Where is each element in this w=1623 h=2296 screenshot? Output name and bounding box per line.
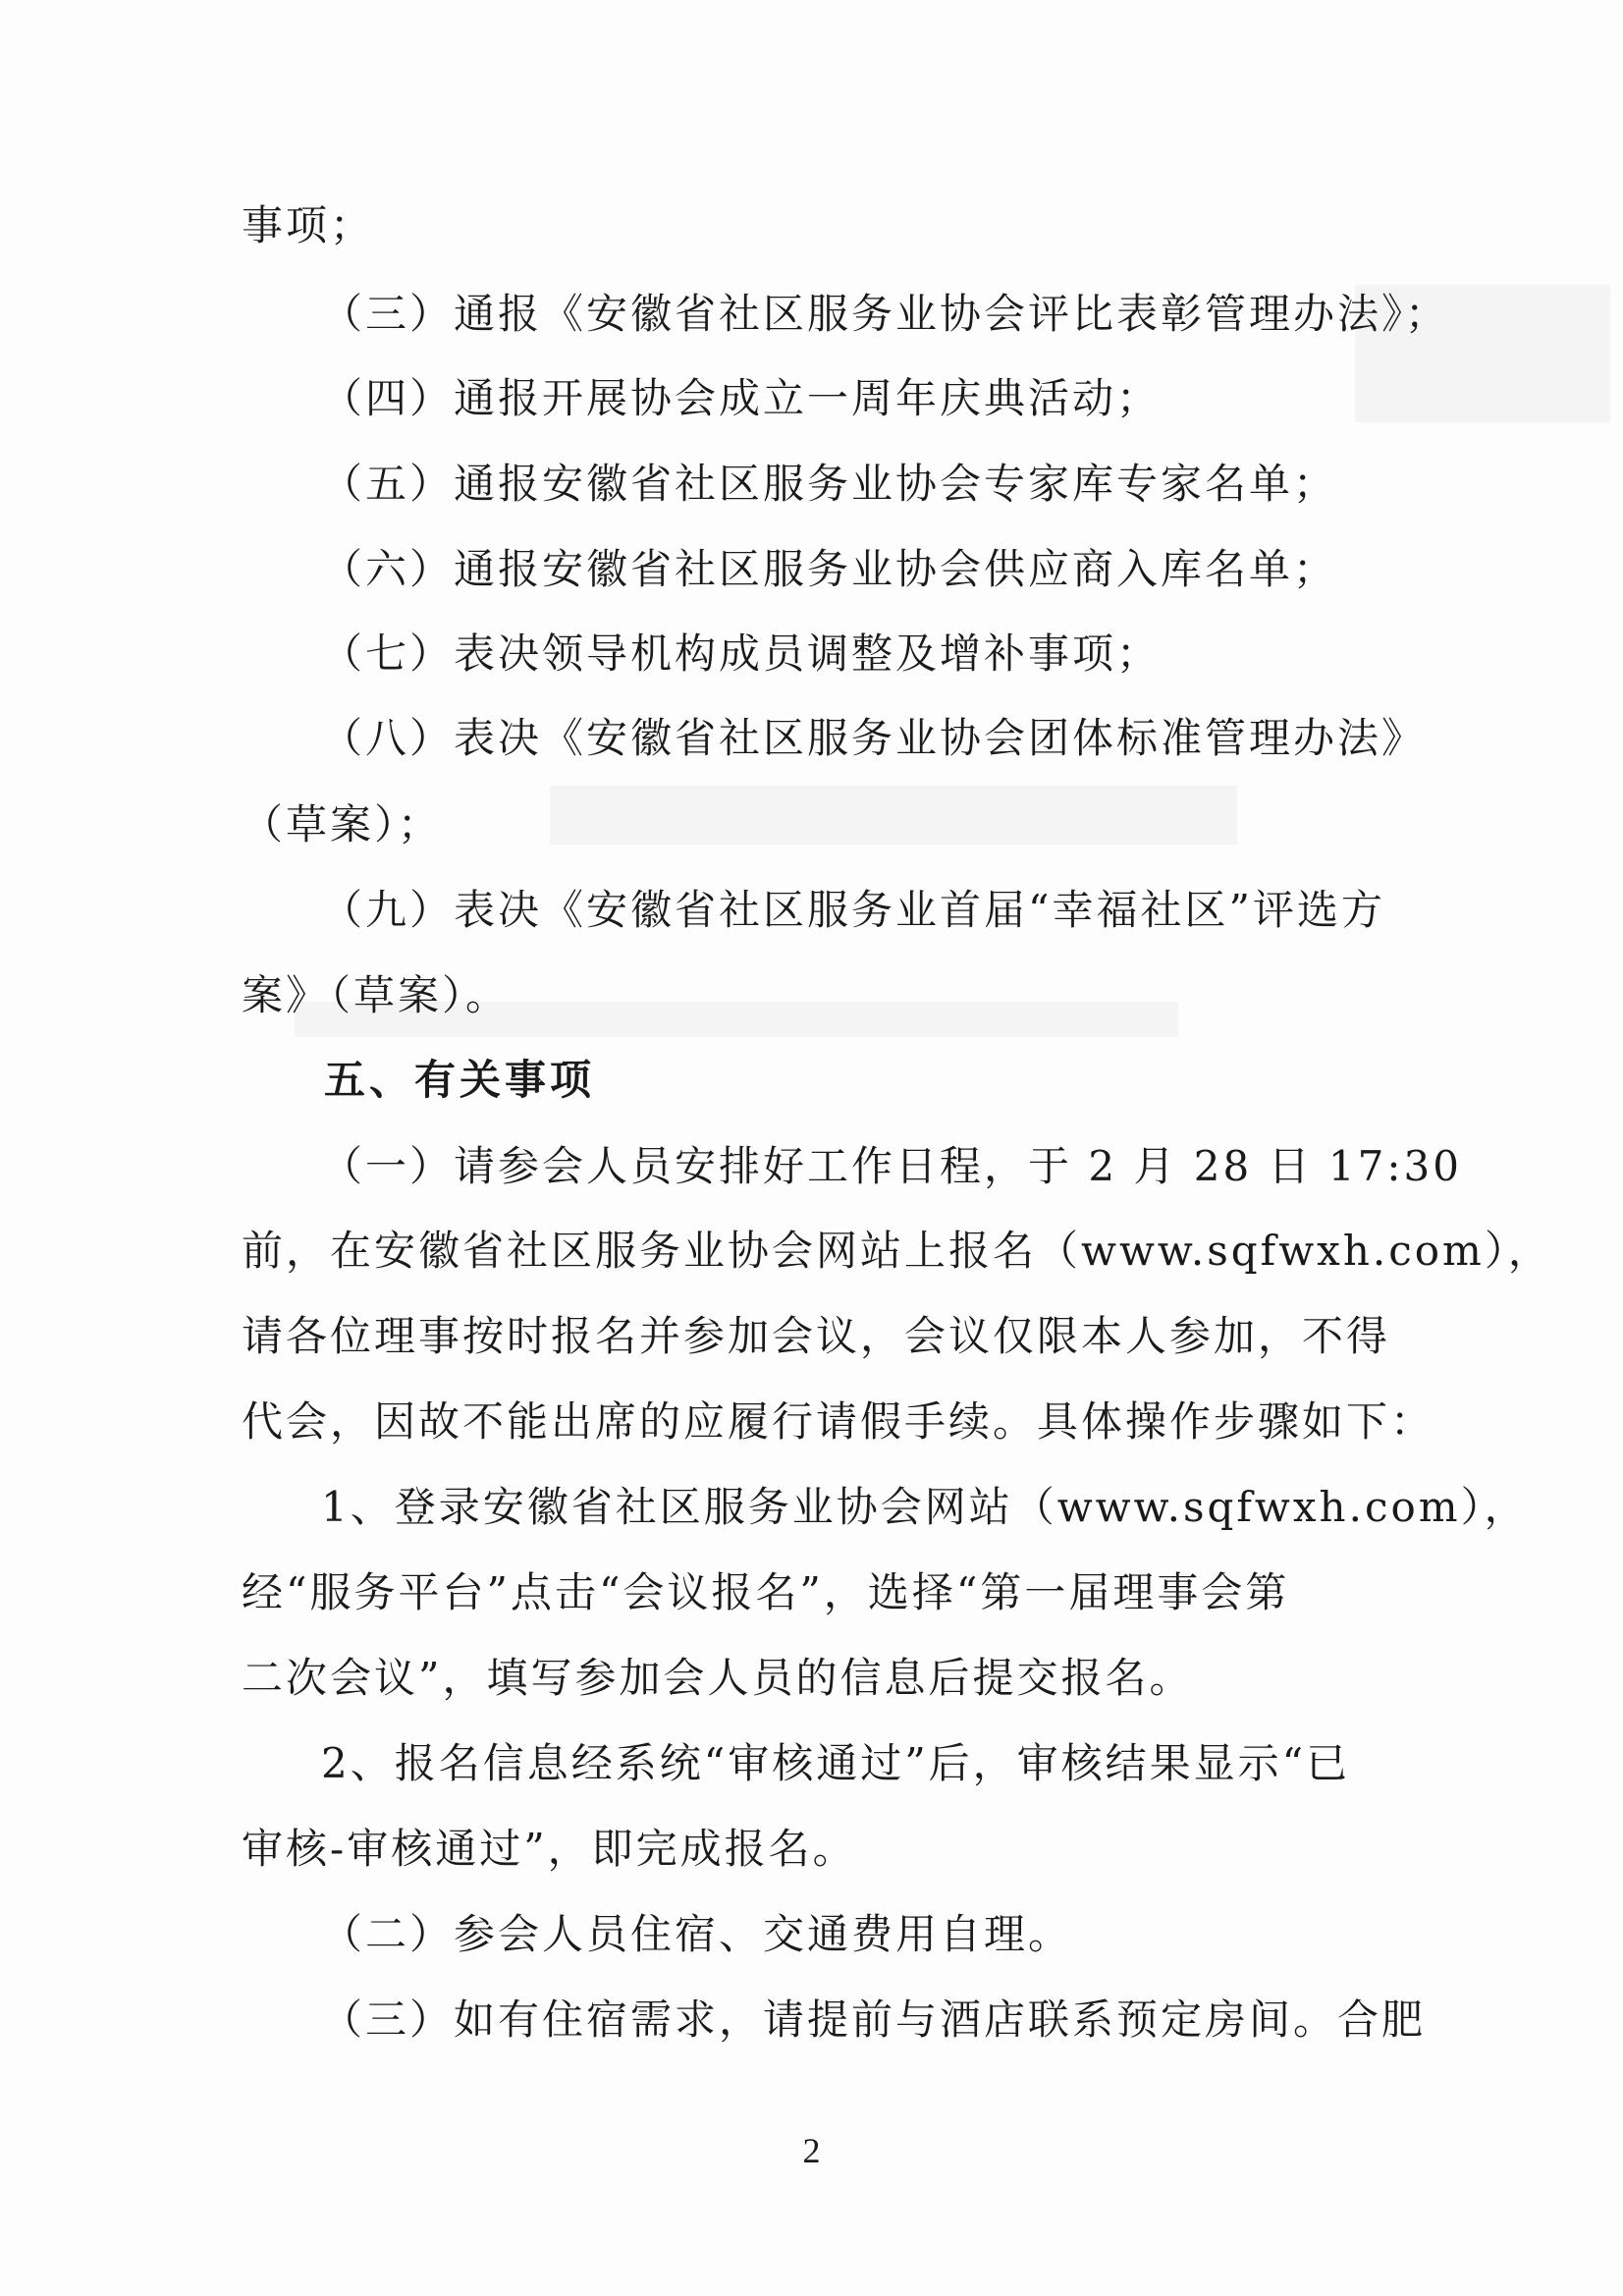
body-line: （七）表决领导机构成员调整及增补事项；: [321, 629, 1162, 678]
body-line: 二次会议”，填写参加会人员的信息后提交报名。: [242, 1654, 1194, 1702]
body-line: 事项；: [242, 201, 375, 249]
body-line: （二）参会人员住宿、交通费用自理。: [321, 1910, 1073, 1958]
body-line: 审核-审核通过”，即完成报名。: [242, 1825, 857, 1873]
body-line: （八）表决《安徽省社区服务业协会团体标准管理办法》: [321, 714, 1427, 762]
body-line: 1、登录安徽省社区服务业协会网站（www.sqfwxh.com），: [321, 1483, 1529, 1531]
body-line: （草案）；: [242, 800, 443, 848]
body-line: 前，在安徽省社区服务业协会网站上报名（www.sqfwxh.com），: [242, 1227, 1552, 1275]
section-heading: 五、有关事项: [324, 1056, 596, 1104]
body-line: 代会，因故不能出席的应履行请假手续。具体操作步骤如下：: [242, 1397, 1435, 1446]
body-line: （九）表决《安徽省社区服务业首届“幸福社区”评选方: [321, 886, 1385, 934]
body-line: 案》（草案）。: [242, 971, 511, 1019]
body-line: 2、报名信息经系统“审核通过”后，审核结果显示“已: [321, 1739, 1351, 1787]
body-line: （三）通报《安徽省社区服务业协会评比表彰管理办法》；: [321, 290, 1450, 338]
body-line: （六）通报安徽省社区服务业协会供应商入库名单；: [321, 545, 1338, 593]
page-number: 2: [802, 2131, 821, 2170]
body-line: （四）通报开展协会成立一周年庆典活动；: [321, 374, 1162, 422]
body-line: （一）请参会人员安排好工作日程，于 2 月 28 日 17:30: [321, 1142, 1462, 1190]
body-line: 请各位理事按时报名并参加会议，会议仅限本人参加，不得: [242, 1312, 1391, 1360]
body-line: 经“服务平台”点击“会议报名”，选择“第一届理事会第: [242, 1568, 1290, 1616]
body-line: （三）如有住宿需求，请提前与酒店联系预定房间。合肥: [321, 1995, 1427, 2044]
body-line: （五）通报安徽省社区服务业协会专家库专家名单；: [321, 460, 1338, 508]
